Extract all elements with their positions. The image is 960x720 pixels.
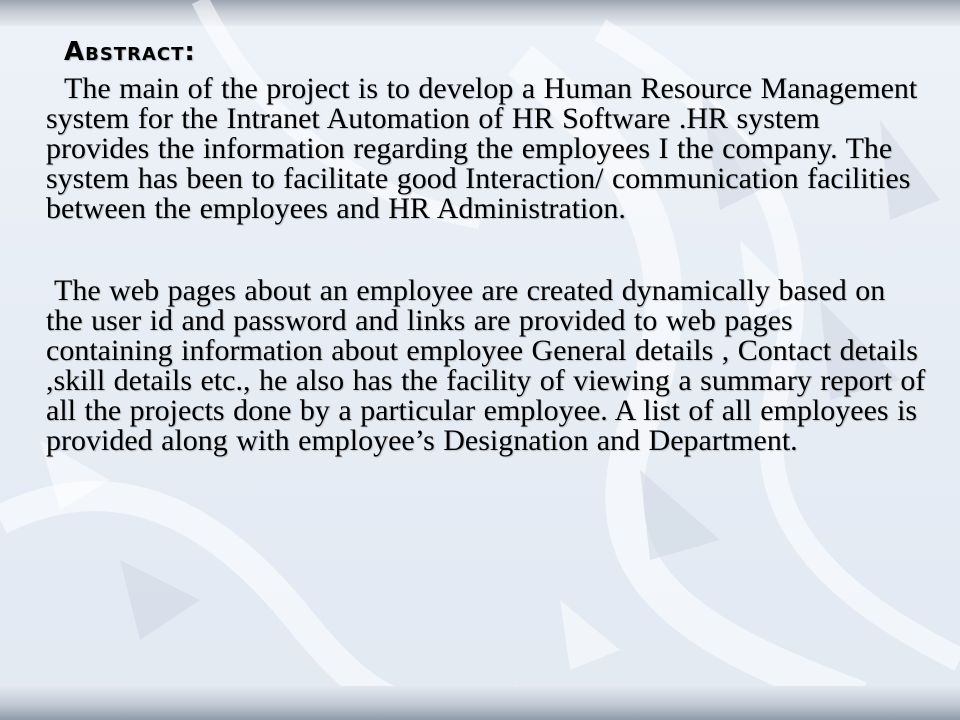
bottom-frame-bar [0, 686, 960, 720]
paragraph-2: The web pages about an employee are created dynamically based on the user id and password and links are provided to web pages containing information about employee General details , Contact details ,skill details etc., he also has the facility of viewing a summary report of all the projects done by a particular employee. A list of all employees is provided along with employee’s Designation and Department. [46, 274, 926, 457]
slide-heading: Abstract: [64, 37, 196, 67]
paragraph-1: The main of the project is to develop a Human Resource Management system for the Intranet Automation of HR Software .HR system provides the information regarding the employees I the company. The system has been to facilitate good Interaction/ communication facilities between the employees and HR Administration. [46, 72, 918, 225]
slide-content [46, 34, 926, 456]
